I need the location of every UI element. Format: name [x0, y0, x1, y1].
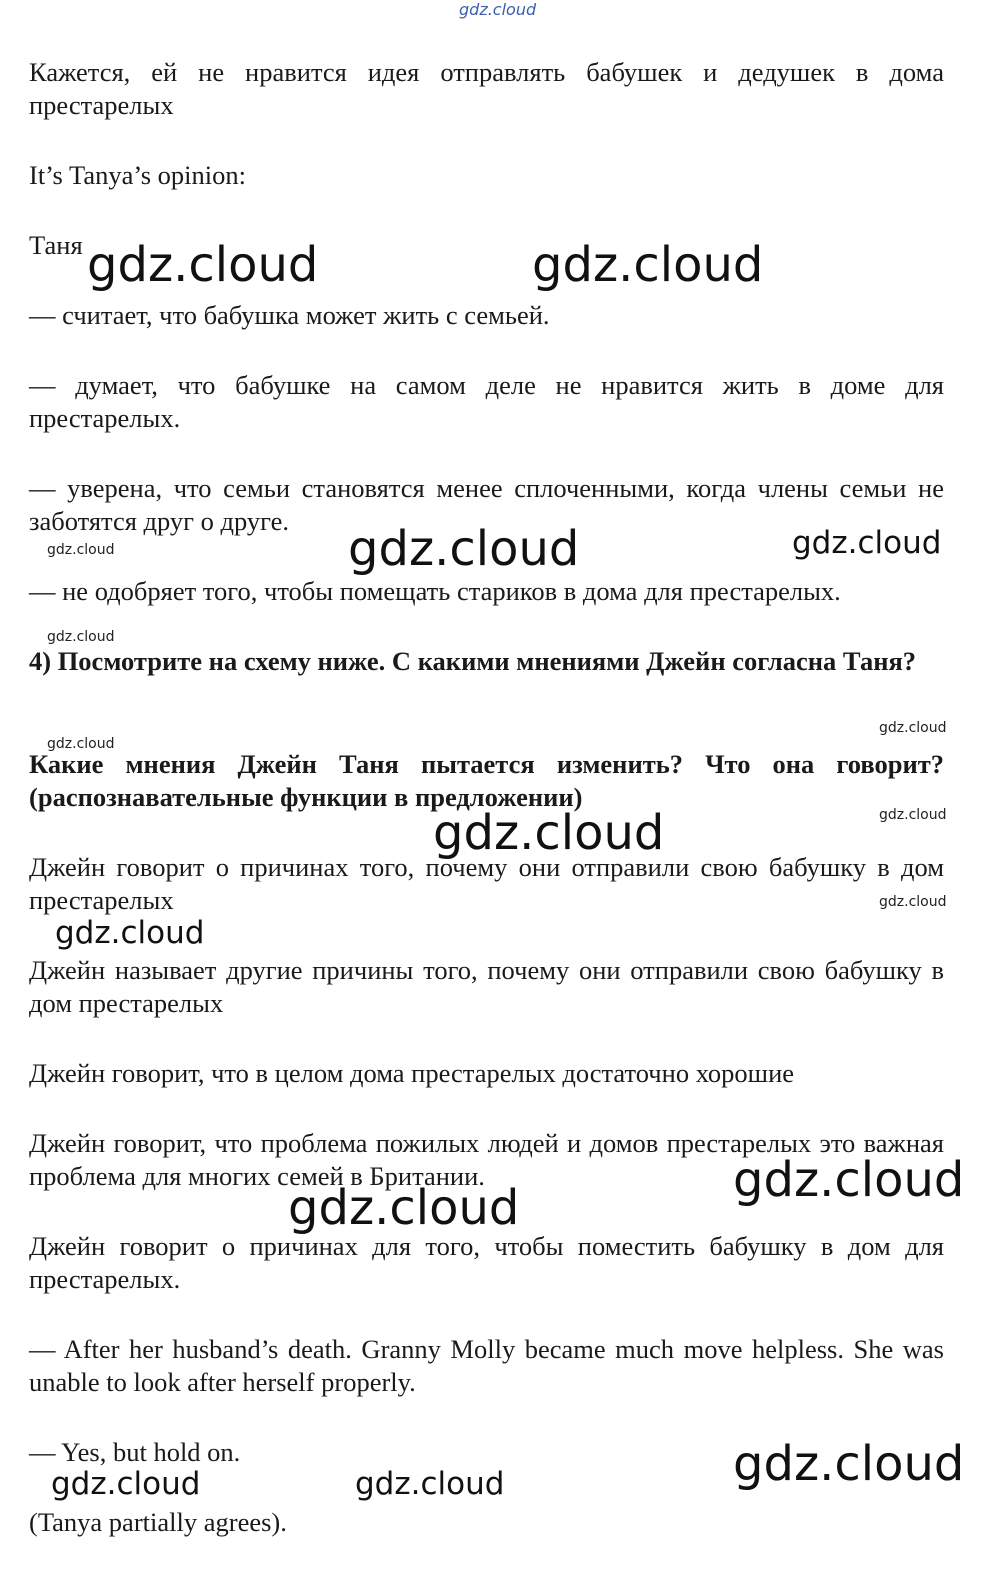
paragraph-7: — не одобряет того, чтобы помещать стариков в дома для престарелых. — [29, 576, 841, 606]
watermark-top: gdz.cloud — [459, 0, 537, 19]
paragraph-10: Джейн говорит, что в целом дома престарелых достаточно хорошие — [29, 1058, 795, 1088]
watermark: gdz.cloud — [51, 1466, 201, 1502]
paragraph-4: — считает, что бабушка может жить с семьей. — [29, 300, 550, 330]
watermark: gdz.cloud — [433, 805, 665, 861]
watermark: gdz.cloud — [87, 237, 319, 293]
paragraph-1: Кажется, ей не нравится идея отправлять бабушек и дедушек в дома престарелых — [29, 57, 944, 120]
watermark: gdz.cloud — [792, 525, 942, 561]
watermark: gdz.cloud — [47, 629, 115, 645]
paragraph-5: — думает, что бабушке на самом деле не нравится жить в доме для престарелых. — [29, 370, 944, 433]
watermark: gdz.cloud — [288, 1180, 520, 1236]
watermark: gdz.cloud — [733, 1152, 965, 1208]
paragraph-2: It’s Tanya’s opinion: — [29, 160, 247, 190]
watermark: gdz.cloud — [348, 521, 580, 577]
watermark: gdz.cloud — [879, 720, 947, 736]
watermark: gdz.cloud — [879, 807, 947, 823]
paragraph-8: Джейн говорит о причинах того, почему они отправили свою бабушку в дом престарелых — [29, 852, 944, 915]
paragraph-9: Джейн называет другие причины того, почему они отправили свою бабушку в дом престарелых — [29, 955, 944, 1018]
paragraph-12: Джейн говорит о причинах для того, чтобы поместить бабушку в дом для престарелых. — [29, 1231, 944, 1294]
question-4: 4) Посмотрите на схему ниже. С какими мнениями Джейн согласна Таня? — [29, 646, 917, 676]
watermark: gdz.cloud — [55, 915, 205, 951]
question-5: Какие мнения Джейн Таня пытается изменить? Что она говорит? (распознавательные функции в предложении) — [29, 749, 944, 812]
watermark: gdz.cloud — [47, 736, 115, 752]
paragraph-14: — Yes, but hold on. — [29, 1437, 241, 1467]
paragraph-6: — уверена, что семьи становятся менее сплоченными, когда члены семьи не заботятся друг о друге. — [29, 473, 944, 536]
watermark: gdz.cloud — [879, 894, 947, 910]
paragraph-3: Таня — [29, 230, 83, 260]
watermark: gdz.cloud — [355, 1466, 505, 1502]
paragraph-15: (Tanya partially agrees). — [29, 1507, 287, 1537]
paragraph-13: — After her husband’s death. Granny Molly became much move helpless. She was unable to look after herself properly. — [29, 1334, 944, 1397]
paragraph-11: Джейн говорит, что проблема пожилых людей и домов престарелых это важная проблема для многих семей в Британии. — [29, 1128, 944, 1191]
watermark: gdz.cloud — [532, 237, 764, 293]
watermark: gdz.cloud — [47, 542, 115, 558]
watermark: gdz.cloud — [733, 1436, 965, 1492]
